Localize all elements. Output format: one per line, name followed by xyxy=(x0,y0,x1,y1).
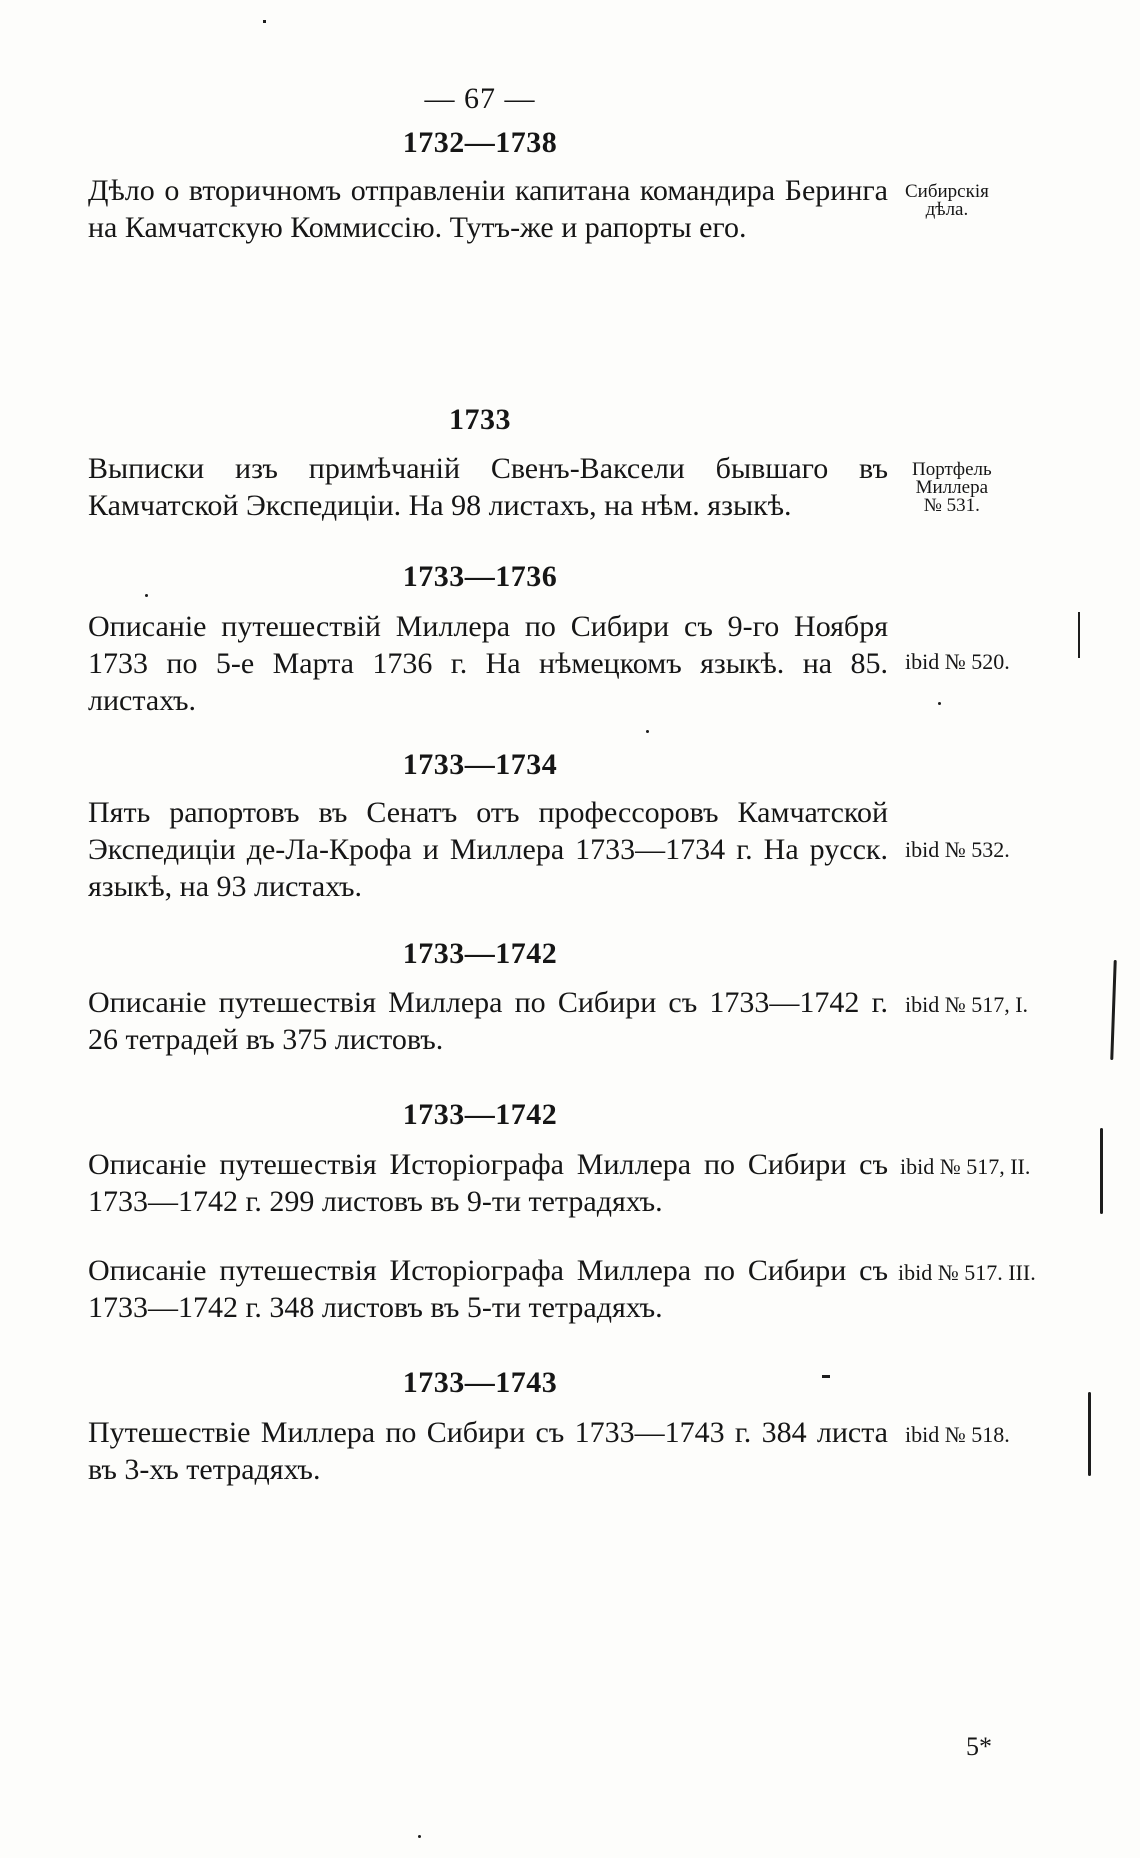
entry-reference xyxy=(900,1154,1031,1179)
entry-description: Дѣло о вторичномъ отправленіи капитана командира Беринга на Камчатскую Коммиссію. Тутъ-же и рапорты его. xyxy=(88,174,888,244)
entry-description: Выписки изъ примѣчаній Свенъ-Ваксели бывшаго въ Камчатской Экспедиціи. На 98 листахъ, на нѣм. языкѣ. xyxy=(88,452,888,522)
entry-year: 1733—1742 xyxy=(402,1098,558,1131)
entry-reference xyxy=(912,461,992,515)
entry-reference xyxy=(905,837,1010,862)
reference-line: ibid № 517. III. xyxy=(898,1260,1036,1285)
entry-year: 1733 xyxy=(449,403,511,436)
reference-line: Сибирскія xyxy=(905,181,989,202)
entry-year: 1733—1742 xyxy=(402,937,558,970)
reference-line: дѣла. xyxy=(925,199,969,220)
reference-line: ibid № 532. xyxy=(905,837,1010,862)
speck-mark xyxy=(145,594,148,597)
reference-line: Миллера xyxy=(915,477,989,498)
speck-mark xyxy=(418,1835,421,1838)
reference-line: ibid № 520. xyxy=(905,649,1010,674)
reference-line: ibid № 518. xyxy=(905,1422,1010,1447)
entry-description: Путешествіе Миллера по Сибири съ 1733—1743 г. 384 листа въ 3-хъ тетрадяхъ. xyxy=(88,1416,888,1486)
entry-description: Пять рапортовъ въ Сенатъ отъ профессоровъ Камчатской Экспедиціи де-Ла-Крофа и Миллера 1733—1734 г. На русск. языкѣ, на 93 листахъ. xyxy=(88,796,888,903)
margin-bracket-mark xyxy=(1100,1128,1103,1214)
entry-year: 1732—1738 xyxy=(402,126,558,159)
entry-year: 1733—1743 xyxy=(402,1366,558,1399)
entry-reference xyxy=(905,183,989,219)
entry-description: Описаніе путешествія Исторіографа Миллера по Сибири съ 1733—1742 г. 299 листовъ въ 9-ти тетрадяхъ. xyxy=(88,1148,888,1218)
speck-mark xyxy=(822,1375,830,1378)
margin-line-mark xyxy=(1078,612,1080,658)
speck-mark xyxy=(263,20,266,23)
signature-mark: 5* xyxy=(966,1732,992,1761)
reference-line: № 531. xyxy=(923,495,980,516)
entry-year: 1733—1736 xyxy=(402,560,558,593)
speck-mark xyxy=(938,702,941,705)
margin-bracket-mark xyxy=(1110,960,1116,1060)
entry-year: 1733—1734 xyxy=(402,748,558,781)
entry-reference xyxy=(905,649,1010,674)
entry-description: Описаніе путешествій Миллера по Сибири съ 9-го Ноября 1733 по 5-е Марта 1736 г. На нѣмецкомъ языкѣ. на 85. листахъ. xyxy=(88,610,888,717)
page-number: — 67 — xyxy=(424,82,536,115)
reference-line: Портфель xyxy=(912,459,992,480)
reference-line: ibid № 517, II. xyxy=(900,1154,1031,1179)
entry-reference xyxy=(905,992,1029,1017)
entry-reference xyxy=(898,1260,1036,1285)
entry-description: Описаніе путешествія Исторіографа Миллера по Сибири съ 1733—1742 г. 348 листовъ въ 5-ти тетрадяхъ. xyxy=(88,1254,888,1324)
entry-description: Описаніе путешествія Миллера по Сибири съ 1733—1742 г. 26 тетрадей въ 375 листовъ. xyxy=(88,986,888,1056)
margin-bracket-mark xyxy=(1088,1392,1091,1476)
speck-mark xyxy=(646,730,649,733)
reference-line: ibid № 517, I. xyxy=(905,992,1029,1017)
entry-reference xyxy=(905,1422,1010,1447)
